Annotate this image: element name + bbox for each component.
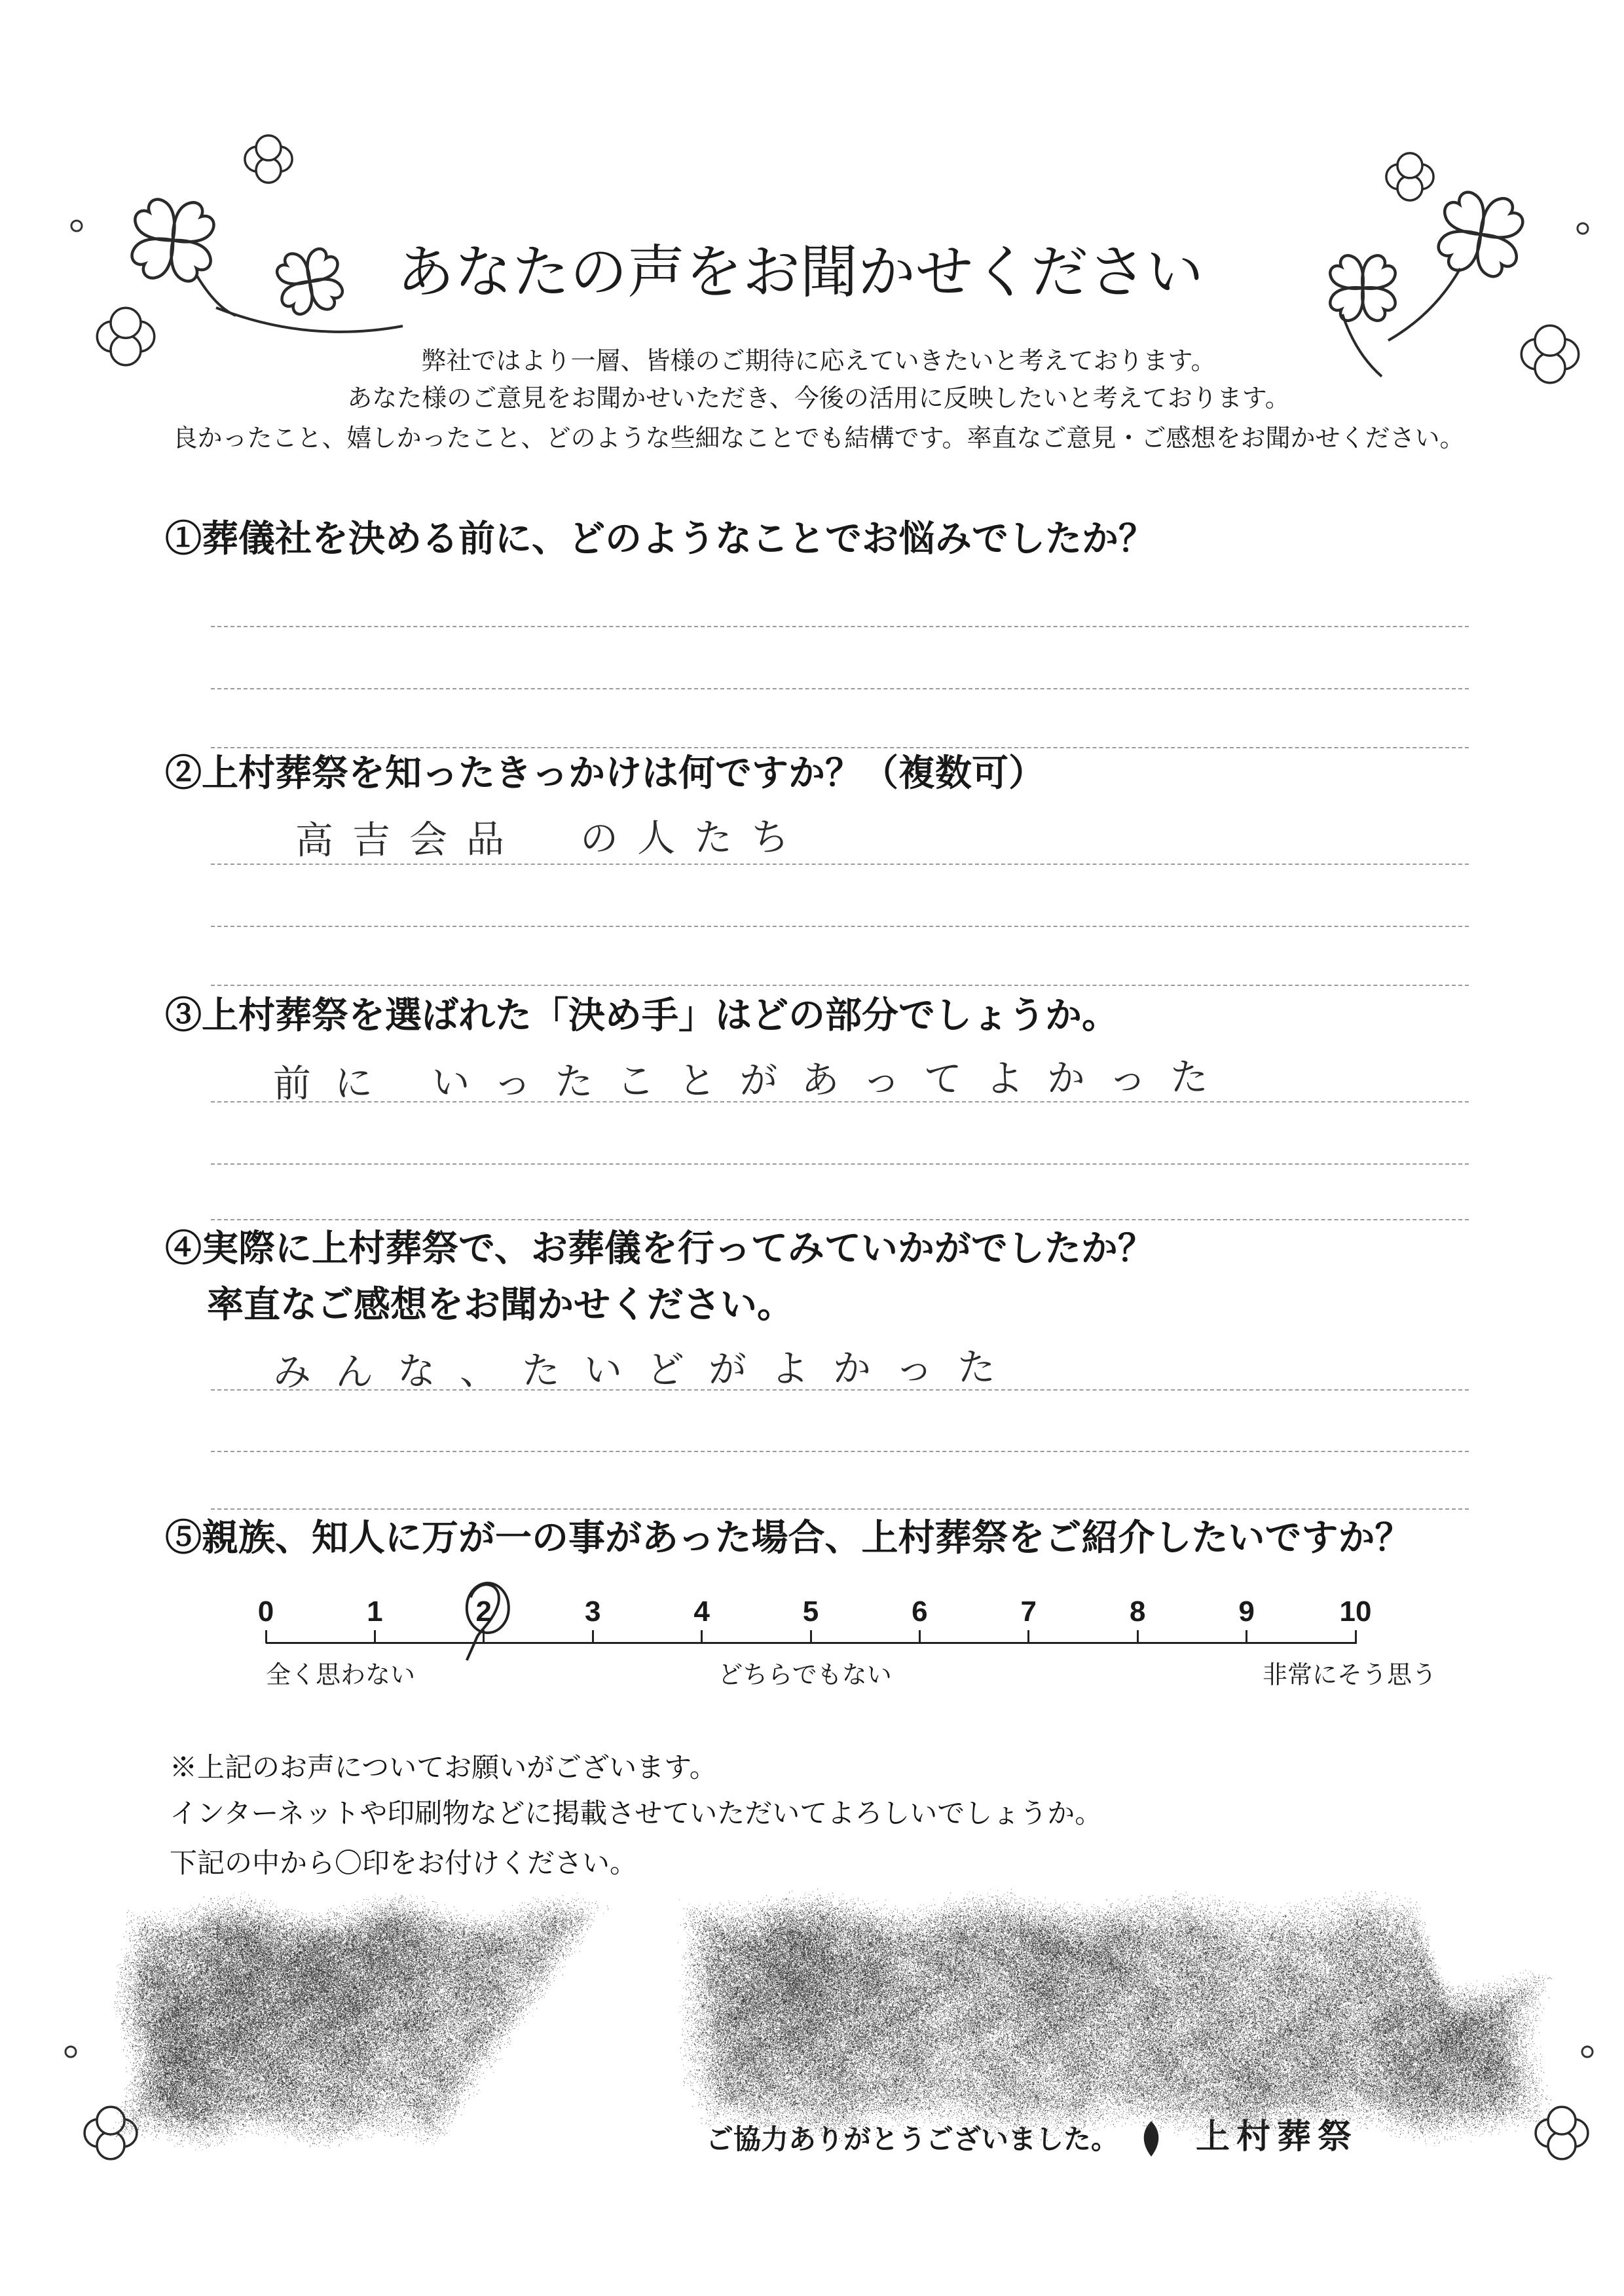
redacted-area-right — [668, 1886, 1562, 2147]
scale-tick — [483, 1630, 485, 1643]
intro-line: 弊社ではより一層、皆様のご期待に応えていきたいと考えております。 — [421, 348, 1216, 375]
scale-tick — [374, 1630, 376, 1643]
answer-line[interactable] — [211, 926, 1469, 927]
answer-line[interactable] — [211, 626, 1469, 627]
scale-number[interactable]: 0 — [257, 1595, 274, 1628]
question-4-label: ④実際に上村葬祭で、お葬儀を行ってみていかがでしたか？ — [165, 1228, 1154, 1269]
dot-icon — [1582, 2047, 1593, 2057]
flower-icon — [1386, 153, 1433, 200]
rating-scale-line — [266, 1642, 1357, 1644]
question-4-label-line2: 率直なご感想をお聞かせください。 — [207, 1284, 794, 1325]
dot-icon — [71, 221, 82, 231]
scale-number[interactable]: 4 — [693, 1595, 710, 1628]
answer-line[interactable] — [211, 864, 1469, 865]
answer-line[interactable] — [211, 1508, 1469, 1510]
answer-line[interactable] — [211, 1451, 1469, 1452]
question-4-handwritten-answer: みんな、たいどがよかった — [272, 1345, 1020, 1394]
scale-number[interactable]: 3 — [584, 1595, 601, 1628]
scale-tick — [265, 1630, 267, 1643]
dot-icon — [1578, 223, 1588, 234]
answer-line[interactable] — [211, 747, 1469, 748]
question-2-label: ②上村葬祭を知ったきっかけは何ですか？（複数可） — [165, 752, 1045, 793]
question-5-label: ⑤親族、知人に万が一の事があった場合、上村葬祭をご紹介したいですか？ — [165, 1517, 1412, 1558]
scale-number[interactable]: 2 — [475, 1595, 492, 1628]
scale-number[interactable]: 10 — [1339, 1595, 1372, 1628]
scale-number[interactable]: 6 — [912, 1595, 928, 1628]
intro-line: あなた様のご意見をお聞かせいただき、今後の活用に反映したいと考えております。 — [347, 385, 1290, 412]
notice-line: インターネットや印刷物などに掲載させていただいてよろしいでしょうか。 — [170, 1798, 1103, 1829]
scale-label-low: 全く思わない — [266, 1662, 416, 1689]
scale-label-high: 非常にそう思う — [1262, 1662, 1437, 1689]
answer-line[interactable] — [211, 688, 1469, 689]
question-3-handwritten-answer: 前に いったことがあってよかった — [272, 1054, 1232, 1106]
scale-number[interactable]: 1 — [367, 1595, 383, 1628]
scale-tick — [810, 1630, 812, 1643]
form-title: あなたの声をお聞かせください — [396, 240, 1204, 304]
scale-number[interactable]: 9 — [1238, 1595, 1255, 1628]
scale-number[interactable]: 5 — [802, 1595, 819, 1628]
scale-tick — [1246, 1630, 1247, 1643]
scale-tick — [919, 1630, 921, 1643]
notice-line: ※上記のお声についてお願いがございます。 — [170, 1752, 717, 1783]
stem-line — [216, 308, 403, 332]
answer-line[interactable] — [211, 1219, 1469, 1220]
question-2-handwritten-answer: 高吉会品 の人たち — [295, 814, 809, 863]
answer-line[interactable] — [211, 985, 1469, 986]
flower-icon — [245, 136, 292, 183]
scale-number[interactable]: 8 — [1129, 1595, 1146, 1628]
question-3-label: ③上村葬祭を選ばれた「決め手」はどの部分でしょうか。 — [165, 994, 1118, 1036]
scale-tick — [1027, 1630, 1029, 1643]
scale-tick — [701, 1630, 703, 1643]
intro-line: 良かったこと、嬉しかったこと、どのような些細なことでも結構です。率直なご意見・ご感想をお聞かせください。 — [172, 425, 1465, 452]
scale-tick — [1137, 1630, 1139, 1643]
dot-icon — [65, 2047, 76, 2057]
question-1-label: ①葬儀社を決める前に、どのようなことでお悩みでしたか？ — [165, 518, 1155, 559]
scale-number[interactable]: 7 — [1020, 1595, 1037, 1628]
notice-line: 下記の中から〇印をお付けください。 — [170, 1848, 638, 1878]
redacted-area-left — [108, 1886, 642, 2160]
answer-line[interactable] — [211, 1163, 1469, 1165]
scale-tick — [592, 1630, 594, 1643]
scale-tick — [1355, 1630, 1357, 1643]
scale-label-mid: どちらでもない — [718, 1662, 892, 1689]
